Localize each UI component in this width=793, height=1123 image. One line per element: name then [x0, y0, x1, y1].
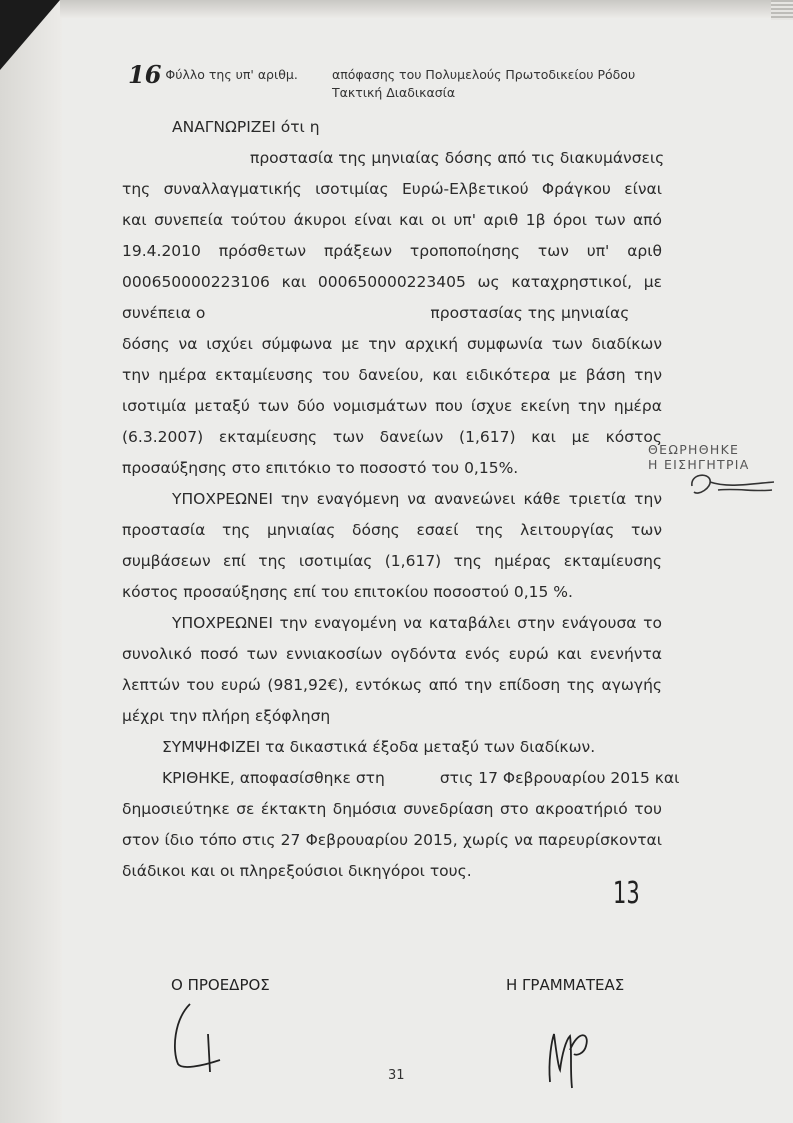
background-corner: [0, 0, 60, 70]
text-fragment: στις 17 Φεβρουαρίου 2015 και: [439, 769, 680, 787]
text-line: στον ίδιο τόπο στις 27 Φεβρουαρίου 2015, χωρίς να παρευρίσκονται: [122, 831, 662, 849]
text-line: ΑΝΑΓΝΩΡΙΖΕΙ ότι η: [172, 118, 320, 136]
page-top-edge: [60, 0, 793, 18]
text-line: την ημέρα εκταμίευσης του δανείου, και ειδικότερα με βάση την: [122, 366, 662, 384]
page-shadow: [0, 0, 62, 1123]
paragraph-obliges-pay: ΥΠΟΧΡΕΩΝΕΙ την εναγομένη να καταβάλει στην ενάγουσα το: [172, 614, 662, 632]
secretary-label: Η ΓΡΑΜΜΑΤΕΑΣ: [506, 976, 625, 994]
text-line: 000650000223106 και 000650000223405 ως καταχρηστικοί, με: [122, 273, 662, 291]
paper-stack-edge: [771, 0, 793, 20]
paragraph-obliges-renew: ΥΠΟΧΡΕΩΝΕΙ την εναγόμενη να ανανεώνει κάθε τριετία την: [172, 490, 662, 508]
page-number: 31: [388, 1068, 405, 1083]
text-fragment: συνέπεια ο: [122, 304, 206, 322]
text-line: δημοσιεύτηκε σε έκτακτη δημόσια συνεδρίαση στο ακροατήριό του: [122, 800, 662, 818]
text-line: μέχρι την πλήρη εξόφληση: [122, 707, 331, 725]
president-label: Ο ΠΡΟΕΔΡΟΣ: [171, 976, 270, 994]
paragraph-costs: ΣΥΜΨΗΦΙΖΕΙ τα δικαστικά έξοδα μεταξύ των διαδίκων.: [162, 738, 596, 756]
sheet-header: [128, 60, 298, 89]
text-line: προστασία της μηνιαίας δόσης από τις διακυμάνσεις: [250, 149, 665, 167]
handwritten-sheet-number: 16: [128, 60, 162, 89]
text-line: διάδικοι και οι πληρεξούσιοι δικηγόροι τους.: [122, 862, 472, 880]
text-line: συνολικό ποσό των εννιακοσίων ογδόντα ενός ευρώ και ενενήντα: [122, 645, 662, 663]
decision-body: [122, 112, 680, 887]
text-line: κόστος προσαύξησης επί του επιτοκίου ποσοστού 0,15 %.: [122, 583, 573, 601]
text-line: (6.3.2007) εκταμίευσης των δανείων (1,617) και με κόστος: [122, 428, 662, 446]
reviewed-stamp: [648, 442, 750, 472]
text-line: και συνεπεία τούτου άκυροι είναι και οι υπ' αριθ 1β όροι των από: [122, 211, 662, 229]
text-line: προστασία της μηνιαίας δόσης εσαεί της λειτουργίας των: [122, 521, 662, 539]
stamp-line-reviewed: ΘΕΩΡΗΘΗΚΕ: [648, 442, 740, 457]
paragraph-decided: [122, 763, 680, 794]
text-fragment: ΚΡΙΘΗΚΕ, αποφασίσθηκε στη: [162, 769, 385, 787]
handwritten-number: 13: [613, 876, 640, 911]
president-signature: [168, 1000, 228, 1080]
stamp-line-rapporteur: Η ΕΙΣΗΓΗΤΡΙΑ: [648, 457, 750, 472]
text-line: της συναλλαγματικής ισοτιμίας Ευρώ-Ελβετικού Φράγκου είναι: [122, 180, 662, 198]
text-line: 19.4.2010 πρόσθετων πράξεων τροποποίησης των υπ' αριθ: [122, 242, 662, 260]
procedure-type: Τακτική Διαδικασία: [332, 85, 456, 100]
sheet-label: Φύλλο της υπ' αριθμ.: [165, 67, 298, 82]
decision-header: [332, 66, 635, 102]
decision-title: απόφασης του Πολυμελούς Πρωτοδικείου Ρόδου: [332, 67, 636, 82]
text-line: [122, 298, 662, 329]
rapporteur-signature: [688, 470, 778, 506]
text-line: συμβάσεων επί της ισοτιμίας (1,617) της ημέρας εκταμίευσης: [122, 552, 662, 570]
text-line: προσαύξησης στο επιτόκιο το ποσοστό του 0,15%.: [122, 459, 519, 477]
text-fragment: προστασίας της μηνιαίας: [430, 304, 630, 322]
paragraph-recognizes: [122, 112, 662, 143]
text-line: λεπτών του ευρώ (981,92€), εντόκως από την επίδοση της αγωγής: [122, 676, 662, 694]
secretary-signature: [540, 1010, 600, 1090]
text-line: δόσης να ισχύει σύμφωνα με την αρχική συμφωνία των διαδίκων: [122, 335, 662, 353]
text-line: ισοτιμία μεταξύ των δύο νομισμάτων που ίσχυε εκείνη την ημέρα: [122, 397, 662, 415]
